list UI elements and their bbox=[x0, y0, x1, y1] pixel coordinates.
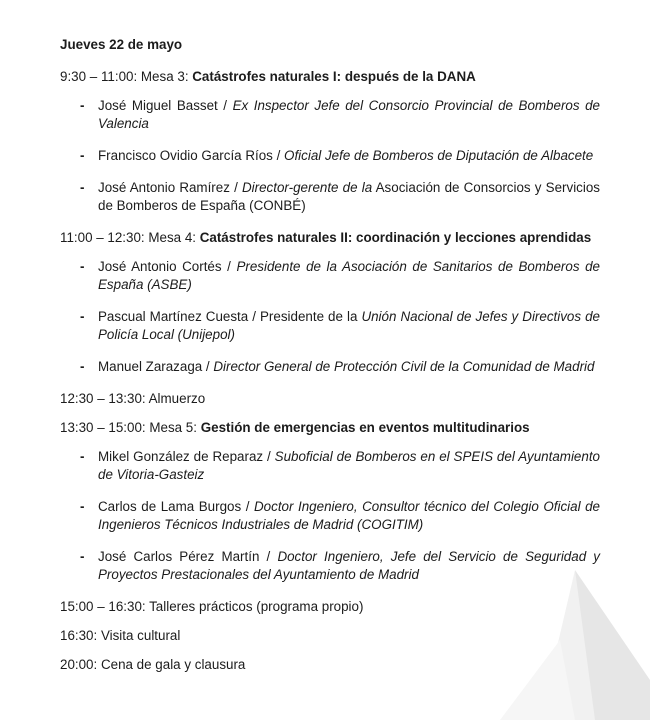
speaker-role: Doctor Ingeniero, Jefe del Servicio de Seguridad y Proyectos Prestacionales del Ayuntamiento de Madrid bbox=[98, 549, 601, 582]
cultural-visit-item: 16:30: Visita cultural bbox=[60, 628, 181, 643]
speaker-role: Director General de Protección Civil de la Comunidad de Madrid bbox=[213, 359, 595, 374]
speaker-list bbox=[60, 97, 600, 215]
bullet-dash: - bbox=[80, 359, 85, 374]
list-item bbox=[60, 179, 600, 215]
agenda-document bbox=[60, 36, 600, 685]
speaker-name: José Carlos Pérez Martín / bbox=[98, 549, 278, 564]
session-mesa-5 bbox=[60, 419, 600, 437]
session-time: 11:00 – 12:30: Mesa 4: bbox=[60, 230, 200, 245]
speaker-role: Oficial Jefe de Bomberos de Diputación de Albacete bbox=[284, 148, 594, 163]
session-mesa-4 bbox=[60, 229, 600, 247]
speaker-list bbox=[60, 448, 600, 584]
bullet-dash: - bbox=[80, 549, 85, 564]
speaker-list bbox=[60, 258, 600, 376]
speaker-name: Francisco Ovidio García Ríos / bbox=[98, 148, 285, 163]
bullet-dash: - bbox=[80, 180, 85, 195]
list-item bbox=[60, 448, 600, 484]
list-item bbox=[60, 258, 600, 294]
speaker-name: José Miguel Basset / bbox=[98, 98, 233, 113]
list-item bbox=[60, 548, 600, 584]
session-time: 13:30 – 15:00: Mesa 5: bbox=[60, 420, 201, 435]
speaker-role: Director-gerente de la bbox=[242, 180, 373, 195]
workshops-item: 15:00 – 16:30: Talleres prácticos (programa propio) bbox=[60, 599, 364, 614]
gala-dinner-item: 20:00: Cena de gala y clausura bbox=[60, 657, 246, 672]
session-mesa-3 bbox=[60, 68, 600, 86]
bullet-dash: - bbox=[80, 449, 85, 464]
list-item bbox=[60, 147, 600, 165]
session-title: Catástrofes naturales I: después de la DANA bbox=[192, 69, 476, 84]
bullet-dash: - bbox=[80, 148, 85, 163]
speaker-role: Ex Inspector Jefe del Consorcio Provincial de Bomberos de Valencia bbox=[98, 98, 600, 131]
list-item bbox=[60, 358, 600, 376]
bullet-dash: - bbox=[80, 499, 85, 514]
bullet-dash: - bbox=[80, 98, 85, 113]
speaker-name: José Antonio Cortés / bbox=[98, 259, 237, 274]
speaker-role: Doctor Ingeniero, Consultor técnico del Colegio Oficial de Ingenieros Técnicos Industriales de Madrid (COGITIM) bbox=[98, 499, 601, 532]
speaker-organization: Asociación de Consorcios y Servicios de Bomberos de España (CONBÉ) bbox=[98, 180, 600, 213]
session-title: Gestión de emergencias en eventos multitudinarios bbox=[200, 420, 530, 435]
speaker-name: Manuel Zarazaga / bbox=[98, 359, 214, 374]
speaker-name: Carlos de Lama Burgos / bbox=[98, 499, 255, 514]
speaker-name: José Antonio Ramírez / bbox=[98, 180, 242, 195]
list-item bbox=[60, 97, 600, 133]
bullet-dash: - bbox=[80, 309, 85, 324]
lunch-item: 12:30 – 13:30: Almuerzo bbox=[60, 391, 206, 406]
day-title: Jueves 22 de mayo bbox=[60, 37, 183, 52]
speaker-role: Suboficial de Bomberos en el SPEIS del Ayuntamiento de Vitoria-Gasteiz bbox=[98, 449, 600, 482]
list-item bbox=[60, 308, 600, 344]
speaker-name: Mikel González de Reparaz / bbox=[98, 449, 275, 464]
speaker-role: Presidente de la Asociación de Sanitarios de Bomberos de España (ASBE) bbox=[98, 259, 600, 292]
bullet-dash: - bbox=[80, 259, 85, 274]
session-title: Catástrofes naturales II: coordinación y lecciones aprendidas bbox=[199, 230, 592, 245]
speaker-name: Pascual Martínez Cuesta / Presidente de la bbox=[98, 309, 362, 324]
session-time: 9:30 – 11:00: Mesa 3: bbox=[60, 69, 193, 84]
speaker-role: Unión Nacional de Jefes y Directivos de Policía Local (Unijepol) bbox=[98, 309, 600, 342]
list-item bbox=[60, 498, 600, 534]
